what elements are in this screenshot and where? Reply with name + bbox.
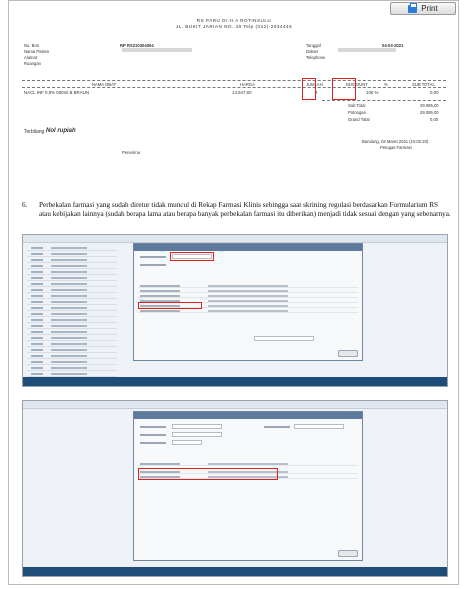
search-field[interactable]	[254, 336, 314, 341]
table-row	[138, 284, 358, 288]
field-label	[140, 434, 166, 436]
list-item	[27, 300, 117, 305]
note-number: 6.	[22, 201, 28, 209]
list-item	[27, 252, 117, 257]
hospital-name: RS PARU Dr.H.A ROTINSULU	[196, 18, 272, 23]
col-percent: %	[384, 82, 388, 87]
penerima-label: Penerima	[122, 150, 140, 155]
table-row	[138, 289, 358, 293]
list-item	[27, 342, 117, 347]
label-telephone: Telephone	[306, 55, 326, 60]
list-item	[27, 258, 117, 263]
taskbar	[23, 567, 447, 576]
print-button[interactable]	[390, 2, 456, 15]
list-item	[27, 270, 117, 275]
col-harga: HARGA	[240, 82, 255, 87]
highlight-discount-box	[332, 78, 356, 100]
terbilang-label: Terbilang :	[24, 129, 48, 135]
field-label	[140, 442, 166, 444]
redacted-doctor	[338, 48, 396, 52]
list-item	[27, 306, 117, 311]
terbilang-value: Nol rupiah	[46, 128, 76, 134]
list-item	[27, 288, 117, 293]
item-discount: 100 %	[366, 90, 379, 95]
list-item	[27, 264, 117, 269]
table-top-rule	[22, 80, 446, 81]
col-discount: DISCOUNT	[346, 82, 368, 87]
note-text: Perbekalan farmasi yang sudah diretur tidak muncul di Rekap Farmasi Klinis sehingga saat skrining regulasi berdasarkan Formularium RS atau kebijakan lainnya (sudah berapa lama atau berapa banyak perbekalan farmasi itu diberikan) menjadi tidak sesuai dengan yang sebenarnya.	[39, 201, 451, 219]
col-jumlah: JUMLAH	[306, 82, 323, 87]
field-label	[140, 264, 166, 266]
printer-icon	[408, 5, 417, 13]
table-row	[138, 462, 358, 466]
field-input[interactable]	[172, 440, 202, 445]
dialog-title-bar	[134, 412, 362, 419]
redacted-patient-name	[122, 48, 192, 52]
hospital-address: JL. BUKIT JARIAN NO. 40 Telp (022)-2034446	[175, 24, 293, 29]
label-potongan: Potongan	[348, 110, 366, 115]
screenshot-rekap-farmasi	[22, 234, 448, 387]
label-grand-total: Grand Total	[348, 117, 370, 122]
screenshot-formularium	[22, 400, 448, 577]
list-item	[27, 318, 117, 323]
field-input[interactable]	[172, 432, 222, 437]
label-dokter: Dokter	[306, 49, 319, 54]
label-nama-pasien: Nama Pasien	[24, 49, 50, 54]
value-sub-total: 29.095,00	[420, 103, 439, 108]
list-item	[27, 294, 117, 299]
highlight-returned-item	[138, 302, 202, 309]
col-sub-total: SUB TOTAL	[412, 82, 435, 87]
pharmacy-receipt	[22, 18, 446, 158]
item-subtotal: 0,00	[430, 90, 439, 95]
col-nama-obat: NAMA OBAT	[92, 82, 117, 87]
list-item	[27, 354, 117, 359]
list-item	[27, 324, 117, 329]
signed-place-date: Bandung, 04 Maret 2021 (10:02:20)	[362, 139, 429, 144]
list-item	[27, 312, 117, 317]
table-row	[138, 294, 358, 298]
highlight-no-resep	[170, 252, 214, 261]
close-button[interactable]	[338, 550, 358, 557]
field-label	[264, 426, 290, 428]
screenshot-header-bar	[23, 401, 447, 409]
dialog-title-bar	[134, 244, 362, 251]
list-item	[27, 276, 117, 281]
petugas-label: Petugas Farmasi	[380, 145, 412, 150]
detail-dialog	[133, 243, 363, 361]
screenshot-header-bar	[23, 235, 447, 243]
label-no-bon: No. Bon	[24, 43, 40, 48]
value-potongan: 29.095,00	[420, 110, 439, 115]
field-label	[140, 256, 166, 258]
print-label: Print	[421, 4, 438, 13]
resep-dialog	[133, 411, 363, 561]
close-button[interactable]	[338, 350, 358, 357]
date-value: 04-03-2021	[382, 43, 404, 48]
highlight-item-rows	[138, 468, 278, 480]
value-grand-total: 0,00	[430, 117, 439, 122]
list-item	[27, 330, 117, 335]
item-price: 14.547,50	[232, 90, 252, 95]
table-header-rule	[22, 87, 446, 88]
label-sub-total: Sub Total	[348, 103, 366, 108]
list-item	[27, 348, 117, 353]
item-qty: 2	[315, 90, 318, 95]
list-item	[27, 336, 117, 341]
list-item	[27, 282, 117, 287]
highlight-qty-box	[302, 78, 316, 100]
field-label	[140, 426, 166, 428]
taskbar	[23, 377, 447, 386]
field-input[interactable]	[294, 424, 344, 429]
label-ruangan: Ruangan	[24, 61, 41, 66]
list-item	[27, 360, 117, 365]
list-item	[27, 366, 117, 371]
bon-number: RP RS210304004	[120, 43, 154, 48]
totals-rule	[322, 100, 446, 101]
field-input[interactable]	[172, 424, 222, 429]
label-tanggal: Tanggal	[306, 43, 321, 48]
table-row	[138, 309, 358, 313]
label-alamat: Alamat	[24, 55, 38, 60]
list-item	[27, 246, 117, 251]
item-name: NACL INF 0,9% 500ml B BRAUN	[24, 90, 89, 95]
